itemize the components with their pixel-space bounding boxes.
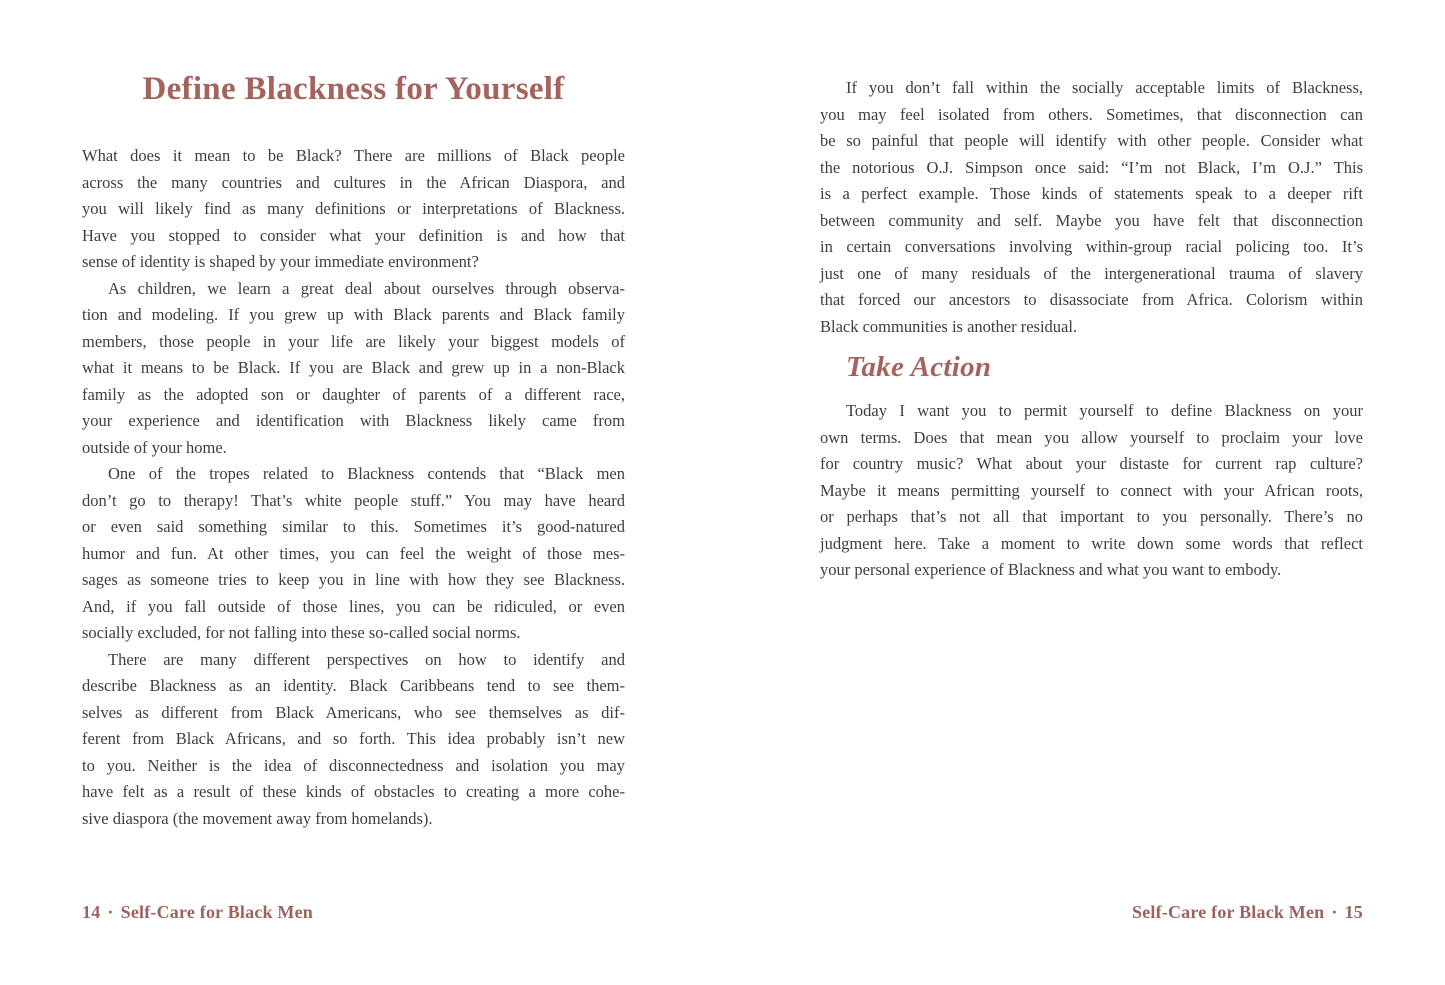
book-title: Self-Care for Black Men bbox=[1131, 902, 1325, 922]
text-line: If you don’t fall within the socially acceptable limits of Blackness, bbox=[846, 78, 1363, 97]
text-line: What does it mean to be Black? There are millions of Black people bbox=[82, 146, 625, 165]
text-line: or even said something similar to this. Sometimes it’s good-natured bbox=[82, 517, 625, 536]
paragraph bbox=[82, 647, 625, 833]
page-number: 15 bbox=[1344, 902, 1363, 922]
book-title: Self-Care for Black Men bbox=[120, 902, 314, 922]
text-line: you will likely find as many definitions or interpretations of Blackness. bbox=[82, 199, 625, 218]
text-line: your experience and identification with Blackness likely came from bbox=[82, 411, 625, 430]
text-line: Maybe it means permitting yourself to connect with your African roots, bbox=[820, 480, 1363, 500]
separator-dot: · bbox=[107, 902, 114, 922]
chapter-title: Define Blackness for Yourself bbox=[142, 71, 565, 107]
text-line: have felt as a result of these kinds of obstacles to creating a more cohe- bbox=[82, 782, 625, 801]
text-line: selves as different from Black Americans, who see themselves as dif- bbox=[82, 702, 625, 722]
text-line: what it means to be Black. If you are Black and grew up in a non-Black bbox=[82, 358, 625, 377]
text-line: that forced our ancestors to disassociate from Africa. Colorism within bbox=[820, 290, 1363, 309]
right-page-footer bbox=[1132, 899, 1363, 925]
paragraph bbox=[82, 461, 625, 647]
text-line: the notorious O.J. Simpson once said: “I’m not Black, I’m O.J.” This bbox=[820, 157, 1363, 177]
text-line: to you. Neither is the idea of disconnectedness and isolation you may bbox=[82, 755, 625, 775]
text-line: is a perfect example. Those kinds of statements speak to a deeper rift bbox=[820, 184, 1363, 203]
text-line: tion and modeling. If you grew up with Black parents and Black family bbox=[82, 305, 625, 324]
page-number: 14 bbox=[82, 902, 101, 922]
left-page-footer bbox=[82, 899, 313, 925]
text-line: judgment here. Take a moment to write down some words that reflect bbox=[820, 533, 1363, 553]
text-line: just one of many residuals of the intergenerational trauma of slavery bbox=[820, 263, 1363, 283]
paragraph bbox=[82, 276, 625, 462]
paragraph bbox=[820, 398, 1363, 584]
text-line: don’t go to therapy! That’s white people stuff.” You may have heard bbox=[82, 490, 625, 510]
text-line: or perhaps that’s not all that important to you personally. There’s no bbox=[820, 507, 1363, 526]
text-line: your personal experience of Blackness and what you want to embody. bbox=[820, 560, 1282, 579]
text-line: socially excluded, for not falling into these so-called social norms. bbox=[82, 623, 521, 642]
text-line: own terms. Does that mean you allow yourself to proclaim your love bbox=[820, 427, 1363, 447]
text-line: be so painful that people will identify with other people. Consider what bbox=[820, 131, 1363, 150]
text-line: As children, we learn a great deal about ourselves through observa- bbox=[108, 278, 625, 298]
right-page-body-top bbox=[820, 75, 1363, 340]
text-line: sive diaspora (the movement away from homelands). bbox=[82, 808, 433, 828]
text-line: ferent from Black Africans, and so forth. This idea probably isn’t new bbox=[82, 729, 625, 748]
text-line: members, those people in your life are likely your biggest models of bbox=[82, 331, 625, 351]
text-line: across the many countries and cultures in the African Diaspora, and bbox=[82, 172, 625, 192]
text-line: in certain conversations involving within-group racial policing too. It’s bbox=[820, 237, 1363, 256]
section-heading: Take Action bbox=[846, 351, 992, 383]
text-line: family as the adopted son or daughter of parents of a different race, bbox=[82, 384, 625, 404]
text-line: One of the tropes related to Blackness contends that “Black men bbox=[108, 464, 625, 483]
right-page-body-bottom bbox=[820, 398, 1363, 584]
text-line: outside of your home. bbox=[82, 437, 227, 457]
text-line: humor and fun. At other times, you can feel the weight of those mes- bbox=[82, 543, 625, 563]
paragraph bbox=[82, 143, 625, 276]
text-line: And, if you fall outside of those lines, you can be ridiculed, or even bbox=[82, 596, 625, 616]
text-line: between community and self. Maybe you have felt that disconnection bbox=[820, 210, 1363, 230]
text-line: There are many different perspectives on how to identify and bbox=[108, 649, 625, 669]
text-line: Have you stopped to consider what your definition is and how that bbox=[82, 225, 625, 245]
paragraph bbox=[820, 75, 1363, 340]
text-line: describe Blackness as an identity. Black Caribbeans tend to see them- bbox=[82, 676, 625, 695]
left-page-body bbox=[82, 143, 625, 832]
separator-dot: · bbox=[1331, 902, 1338, 922]
text-line: Black communities is another residual. bbox=[820, 316, 1078, 336]
text-line: Today I want you to permit yourself to define Blackness on your bbox=[846, 401, 1363, 420]
text-line: sages as someone tries to keep you in line with how they see Blackness. bbox=[82, 570, 625, 589]
text-line: you may feel isolated from others. Sometimes, that disconnection can bbox=[820, 104, 1363, 124]
text-line: sense of identity is shaped by your immediate environment? bbox=[82, 252, 479, 271]
text-line: for country music? What about your distaste for current rap culture? bbox=[820, 454, 1363, 473]
